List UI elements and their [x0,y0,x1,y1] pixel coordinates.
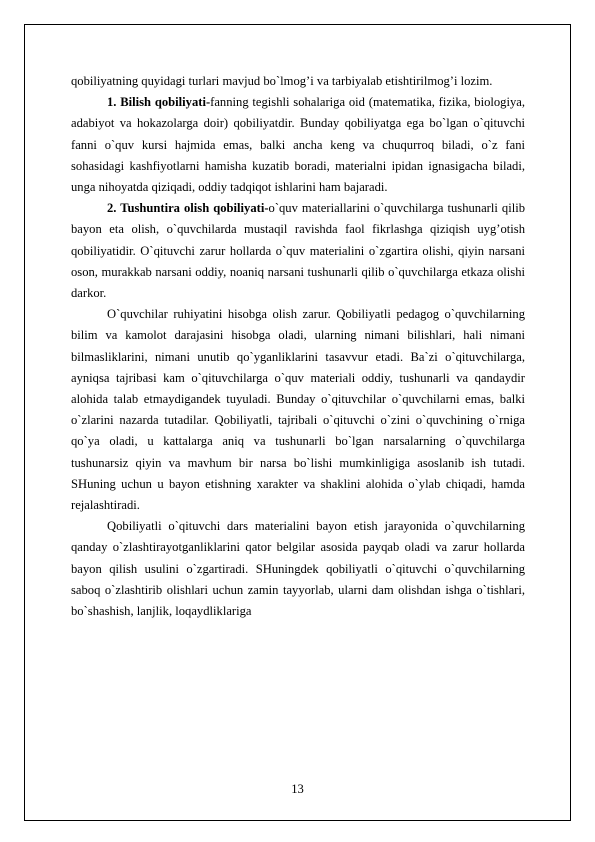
paragraph-4 [71,304,525,516]
term-tushuntira-olish-qobiliyati: 2. Tushuntira olish qobiliyati- [107,201,269,216]
paragraph-2-text: fanning tegishli sohalariga oid (matematika, fizika, biologiya, adabiyot va hokazolarga doir) qobiliyatdir. Bunday qobiliyatga ega bo`lgan o`qituvchi fanni o`quv kursi hajmida emas, balki ancha keng va chuqurroq biladi, o`z fani sohasidagi kashfiyotlarni hamisha kuzatib boradi, materialni ipidan ignasigacha biladi, unga nihoyatda qiziqadi, oddiy tadqiqot ishlarini ham bajaradi. [71,95,525,195]
paragraph-5-text: Qobiliyatli o`qituvchi dars materialini bayon etish jarayonida o`quvchilarning qanday o`zlashtirayotganliklarini qator belgilar asosida payqab oladi va zarur hollarda bayon qilish usulini o`zgartiradi. SHuningdek qobiliyatli o`qituvchi o`quvchilarning saboq o`zlashtirib olishlari uchun zamin tayyorlab, ularni dam olishdan ishga o`tishlari, bo`shashish, lanjlik, loqaydliklariga [71,519,525,619]
paragraph-4-text: O`quvchilar ruhiyatini hisobga olish zarur. Qobiliyatli pedagog o`quvchilarning bilim va kamolot darajasini hisobga oladi, ularning nimani bilishlari, hali nimani bilmasliklarini, nimani unutib qo`yganliklarini tasavvur etadi. Ba`zi o`qituvchilarga, ayniqsa tajribasi kam o`qituvchilarga o`quv materiali oddiy, tushunarli va qandaydir alohida talab etmaydigandek tuyuladi. Bunday o`qituvchilar o`quvchilarni emas, balki o`zlarini nazarda tutadilar. Qobiliyatli, tajribali o`qituvchi o`zini o`quvchining o`rniga qo`ya oladi, u kattalarga aniq va tushunarli bo`lgan narsalarning o`quvchilarga tushunarsiz qiyin va mavhum bir narsa bo`lishi mumkinligiga asoslanib ish tutadi. SHuning uchun u bayon etishning xarakter va shaklini alohida o`ylab chiqadi, hamda rejalashtiradi. [71,307,525,513]
paragraph-3-text: o`quv materiallarini o`quvchilarga tushunarli qilib bayon eta olish, o`quvchilarda mustaqil ravishda faol fikrlashga qiziqish uyg’otish qobiliyatidir. O`qituvchi zarur hollarda o`quv materialini o`zgartira olishi, qiyin narsani oson, murakkab narsani oddiy, noaniq narsani tushunarli qilib o`quvchilarga etkaza olishi darkor. [71,201,525,301]
paragraph-bilish-qobiliyati [71,92,525,198]
paragraph-5 [71,516,525,622]
page-number: 13 [291,782,304,796]
document-body [71,71,525,622]
term-bilish-qobiliyati: 1. Bilish qobiliyati- [107,95,211,110]
paragraph-1 [71,71,525,92]
paragraph-1-text: qobiliyatning quyidagi turlari mavjud bo`lmog’i va tarbiyalab etishtirilmog’i lozim. [71,74,493,88]
paragraph-tushuntira-olish [71,198,525,304]
